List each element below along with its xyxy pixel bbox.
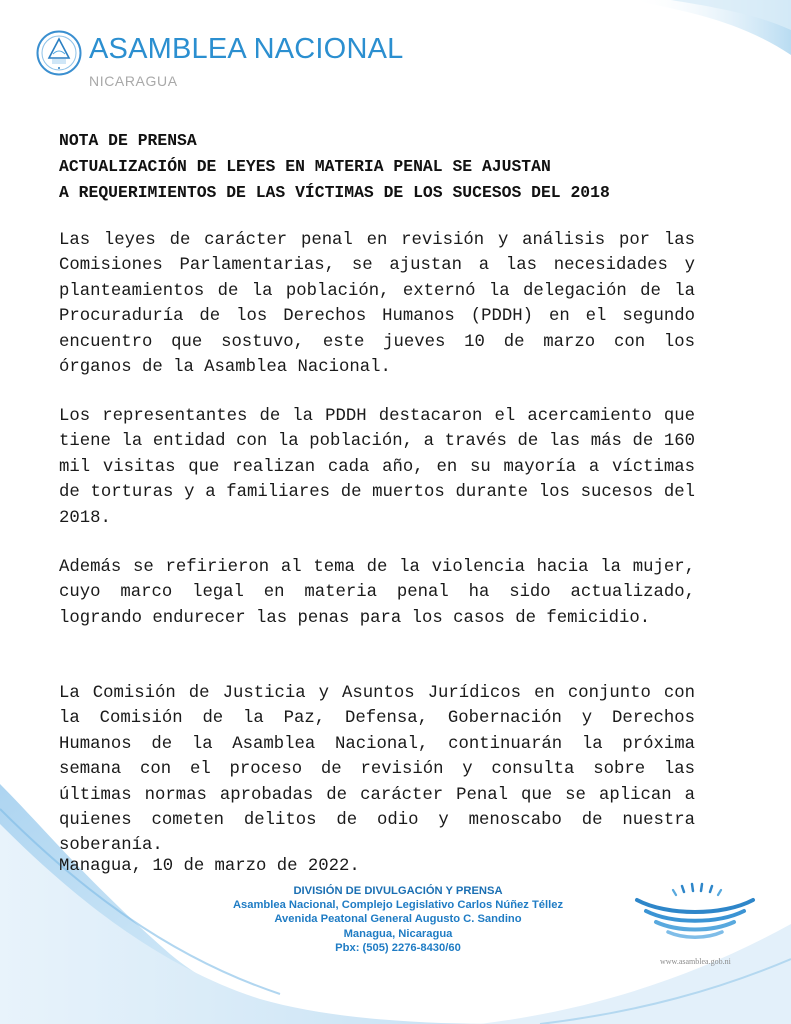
dateline: Managua, 10 de marzo de 2022. [59, 857, 360, 876]
press-release-title [59, 128, 610, 206]
assembly-hemicycle-logo-icon [632, 882, 758, 946]
body-paragraph: La Comisión de Justicia y Asuntos Jurídicos en conjunto con la Comisión de la Paz, Defensa, Gobernación y Derechos Humanos de la Asamblea Nacional, continuarán la próxima semana con el proceso de revisión y consulta sobre las últimas normas aprobadas de carácter Penal que se aplican a quienes cometen delitos de odio y menoscabo de nuestra soberanía. [59, 684, 695, 856]
national-seal-icon [36, 30, 82, 76]
org-country: NICARAGUA [89, 73, 178, 89]
footer-contact [220, 884, 576, 955]
headline-line-2: A REQUERIMIENTOS DE LAS VÍCTIMAS DE LOS SUCESOS DEL 2018 [59, 183, 610, 202]
footer-address-line-1: Asamblea Nacional, Complejo Legislativo Carlos Núñez Téllez [232, 899, 564, 912]
footer-address-line-2: Avenida Peatonal General Augusto C. Sandino [274, 913, 522, 926]
body-paragraph: Las leyes de carácter penal en revisión y análisis por las Comisiones Parlamentarias, se ajustan a las necesidades y planteamientos de la población, externó la delegación de la Procuraduría de los Derechos Humanos (PDDH) en el segundo encuentro que sostuvo, este jueves 10 de marzo con los órganos de la Asamblea Nacional. [59, 231, 695, 378]
corner-swoosh-decoration [611, 0, 791, 60]
body-paragraph: Los representantes de la PDDH destacaron el acercamiento que tiene la entidad con la población, a través de las más de 160 mil visitas que realizan cada año, en su mayoría a víctimas de torturas y a familiares de muertos durante los sucesos del 2018. [59, 407, 695, 528]
footer-phone: Pbx: (505) 2276-8430/60 [335, 941, 461, 954]
website-link[interactable]: www.asamblea.gob.ni [660, 957, 731, 966]
footer-department: DIVISIÓN DE DIVULGACIÓN Y PRENSA [293, 885, 503, 897]
headline-line-1: ACTUALIZACIÓN DE LEYES EN MATERIA PENAL SE AJUSTAN [59, 157, 551, 176]
document-kind: NOTA DE PRENSA [59, 131, 197, 150]
footer-city: Managua, Nicaragua [343, 927, 453, 940]
body-paragraph: Además se refirieron al tema de la violencia hacia la mujer, cuyo marco legal en materia penal ha sido actualizado, logrando endurecer las penas para los casos de femicidio. [59, 558, 695, 628]
org-name: ASAMBLEA NACIONAL [89, 33, 404, 65]
